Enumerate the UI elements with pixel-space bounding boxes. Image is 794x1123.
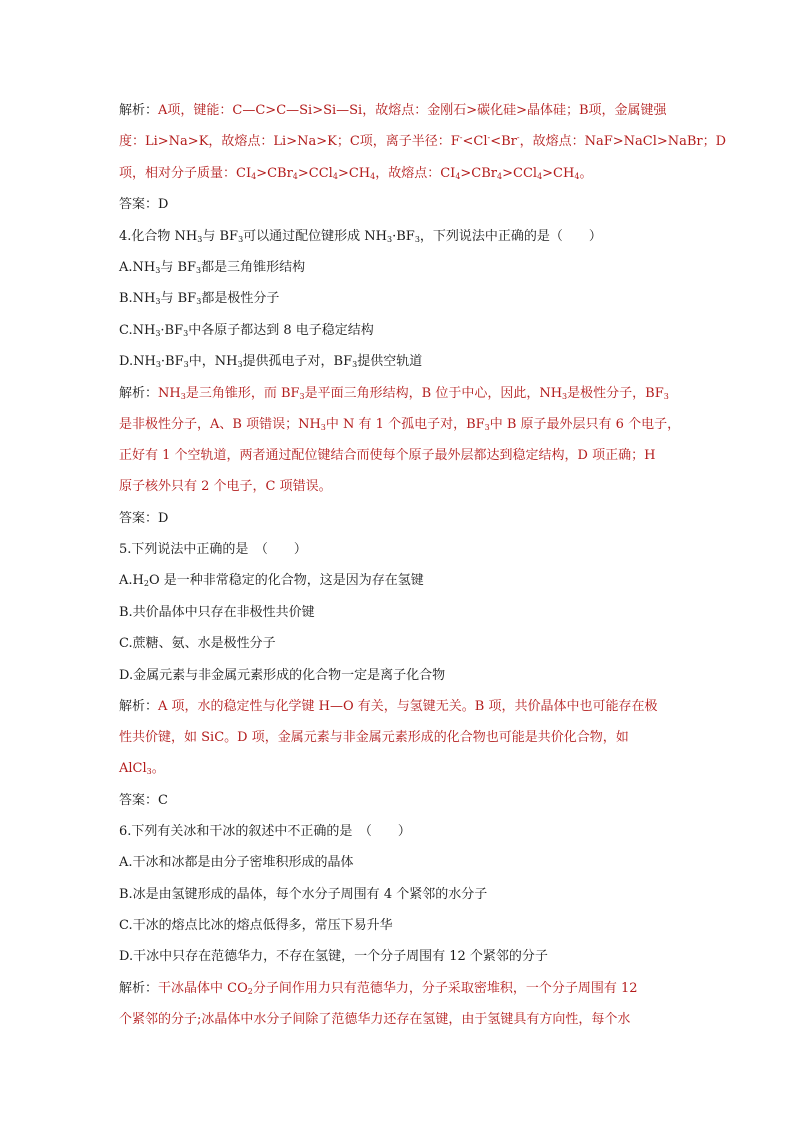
q5-explanation-line-2: 性共价键，如 SiC。D 项，金属元素与非金属元素形成的化合物也可能是共价化合物，如 [119, 730, 629, 745]
q5-option-a: $A.H_2O$ 是一种非常稳定的化合物，这是因为存在氢键 [119, 573, 424, 588]
q5-stem: 5.下列说法中正确的是 （ ） [119, 542, 307, 557]
q4-option-c: $C.NH_3\cdot BF_3$中各原子都达到 8 电子稳定结构 [119, 323, 374, 338]
q5-explanation-line-3: AlCl$_3$。 [119, 761, 165, 776]
q5-explanation-line-1: 解析：A 项，水的稳定性与化学键 H—O 有关，与氢键无关。B 项，共价晶体中也可能存在极 [119, 699, 658, 714]
q5-answer: 答案：C [119, 793, 168, 808]
q4-option-a: $A.NH_3$与 $BF_3$都是三角锥形结构 [119, 260, 306, 275]
q4-option-b: $B.NH_3$与 $BF_3$都是极性分子 [119, 291, 280, 306]
q4-explanation-line-1: 解析：$NH_3$是三角锥形，而 $BF_3$是平面三角形结构，B 位于中心，因此，$NH_3$是极性分子，$BF_3$ [119, 386, 669, 401]
q4-explanation-line-2: 是非极性分子，A、B 项错误；$NH_3$中 N 有 1 个孤电子对，$BF_3$中 B 原子最外层只有 6 个电子， [119, 417, 681, 432]
q6-stem: 6.下列有关冰和干冰的叙述中不正确的是 （ ） [119, 824, 411, 839]
q6-option-c: C.干冰的熔点比冰的熔点低得多，常压下易升华 [119, 918, 393, 933]
q4-answer: 答案：D [119, 511, 169, 526]
q3-explanation-line-2: 度：Li>Na>K，故熔点：Li>Na>K；C项，离子半径：F-<Cl-<Br-，故熔点：NaF>NaCl>NaBr；D [119, 133, 727, 149]
q3-answer: 答案：D [119, 197, 169, 212]
q6-explanation-line-2: 个紧邻的分子;冰晶体中水分子间除了范德华力还存在氢键，由于氢键具有方向性，每个水 [119, 1012, 631, 1027]
q6-option-d: D.干冰中只存在范德华力，不存在氢键，一个分子周围有 12 个紧邻的分子 [119, 949, 548, 964]
q4-stem: 4.化合物 $NH_3$与 $BF_3$可以通过配位键形成 $NH_3\cdot BF_3$，下列说法中正确的是（ ） [119, 229, 602, 244]
q4-explanation-line-3: 正好有 1 个空轨道，两者通过配位键结合而使每个原子最外层都达到稳定结构，D 项正确；H [119, 448, 656, 463]
q5-option-b: B.共价晶体中只存在非极性共价键 [119, 605, 315, 620]
q5-option-d: D.金属元素与非金属元素形成的化合物一定是离子化合物 [119, 668, 446, 683]
q6-option-b: B.冰是由氢键形成的晶体，每个水分子周围有 4 个紧邻的水分子 [119, 887, 488, 902]
q4-option-d: $D.NH_3\cdot BF_3$中，$NH_3$提供孤电子对，$BF_3$提供空轨道 [119, 354, 423, 369]
q3-explanation-line-3: 项，相对分子质量：$CI_4>CBr_4>CCl_4>CH_4$，故熔点：$CI_4>CBr_4>CCl_4>CH_4$。 [119, 166, 593, 181]
q3-explanation-line-1: 解析：A项，键能：C—C>C—Si>Si—Si，故熔点：金刚石>碳化硅>晶体硅；B项，金属键强 [119, 103, 667, 118]
q6-option-a: A.干冰和冰都是由分子密堆积形成的晶体 [119, 855, 354, 870]
q5-option-c: C.蔗糖、氨、水是极性分子 [119, 636, 276, 651]
q6-explanation-line-1: 解析：干冰晶体中 $CO_2$分子间作用力只有范德华力，分子采取密堆积，一个分子周围有 12 [119, 981, 638, 996]
q4-explanation-line-4: 原子核外只有 2 个电子，C 项错误。 [119, 479, 332, 494]
